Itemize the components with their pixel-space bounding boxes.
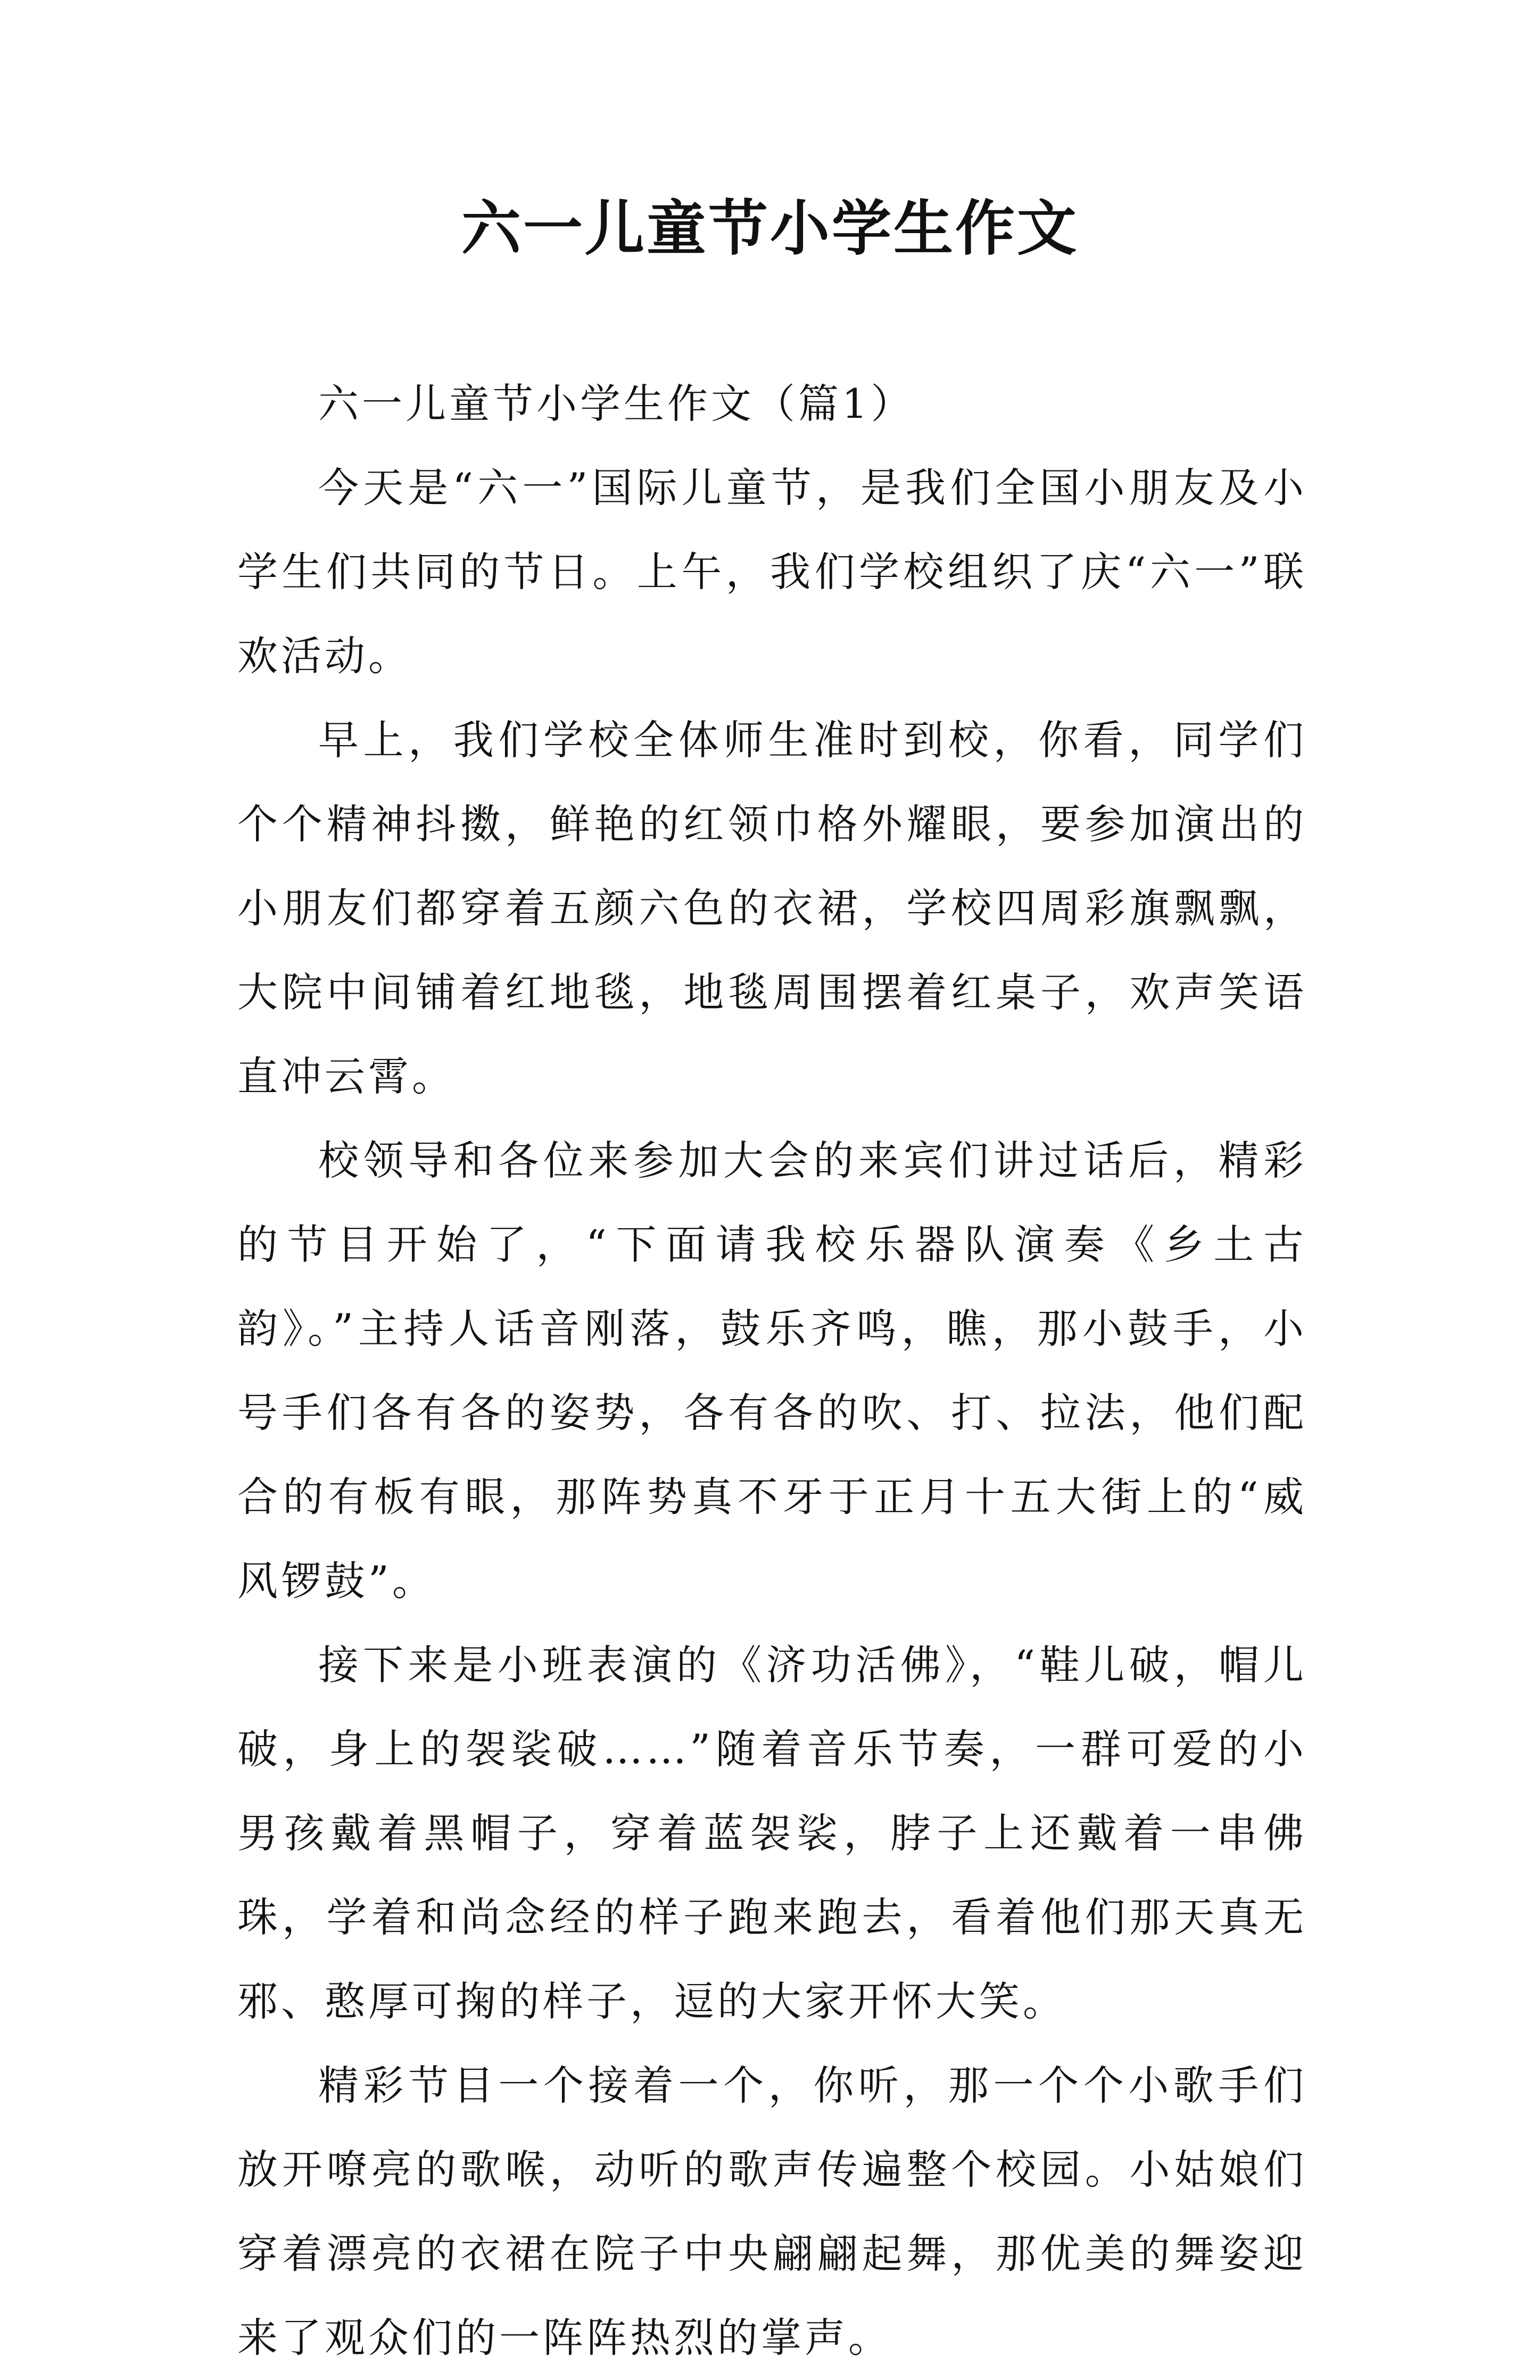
page-title: 六一儿童节小学生作文 — [461, 194, 1079, 263]
document-body — [237, 362, 1307, 2380]
paragraph: 校领导和各位来参加大会的来宾们讲过话后，精彩的节目开始了，“下面请我校乐器队演奏《乡土古韵》。”主持人话音刚落，鼓乐齐鸣，瞧，那小鼓手，小号手们各有各的姿势，各有各的吹、打、拉法，他们配合的有板有眼，那阵势真不牙于正月十五大街上的“威风锣鼓”。 — [237, 1137, 1307, 1605]
paragraph: 早上，我们学校全体师生准时到校，你看，同学们个个精神抖擞，鲜艳的红领巾格外耀眼，要参加演出的小朋友们都穿着五颜六色的衣裙，学校四周彩旗飘飘，大院中间铺着红地毯，地毯周围摆着红桌子，欢声笑语直冲云霄。 — [237, 716, 1307, 1100]
paragraph: 今天是“六一”国际儿童节，是我们全国小朋友及小学生们共同的节日。上午，我们学校组织了庆“六一”联欢活动。 — [237, 464, 1307, 680]
paragraph: 精彩节目一个接着一个，你听，那一个个小歌手们放开嘹亮的歌喉，动听的歌声传遍整个校园。小姑娘们穿着漂亮的衣裙在院子中央翩翩起舞，那优美的舞姿迎来了观众们的一阵阵热烈的掌声。 — [237, 2062, 1307, 2361]
section-heading: 六一儿童节小学生作文（篇1） — [318, 380, 915, 427]
paragraph: 接下来是小班表演的《济功活佛》，“鞋儿破，帽儿破，身上的袈裟破……”随着音乐节奏，一群可爱的小男孩戴着黑帽子，穿着蓝袈裟，脖子上还戴着一串佛珠，学着和尚念经的样子跑来跑去，看着他们那天真无邪、憨厚可掬的样子，逗的大家开怀大笑。 — [237, 1641, 1307, 2025]
